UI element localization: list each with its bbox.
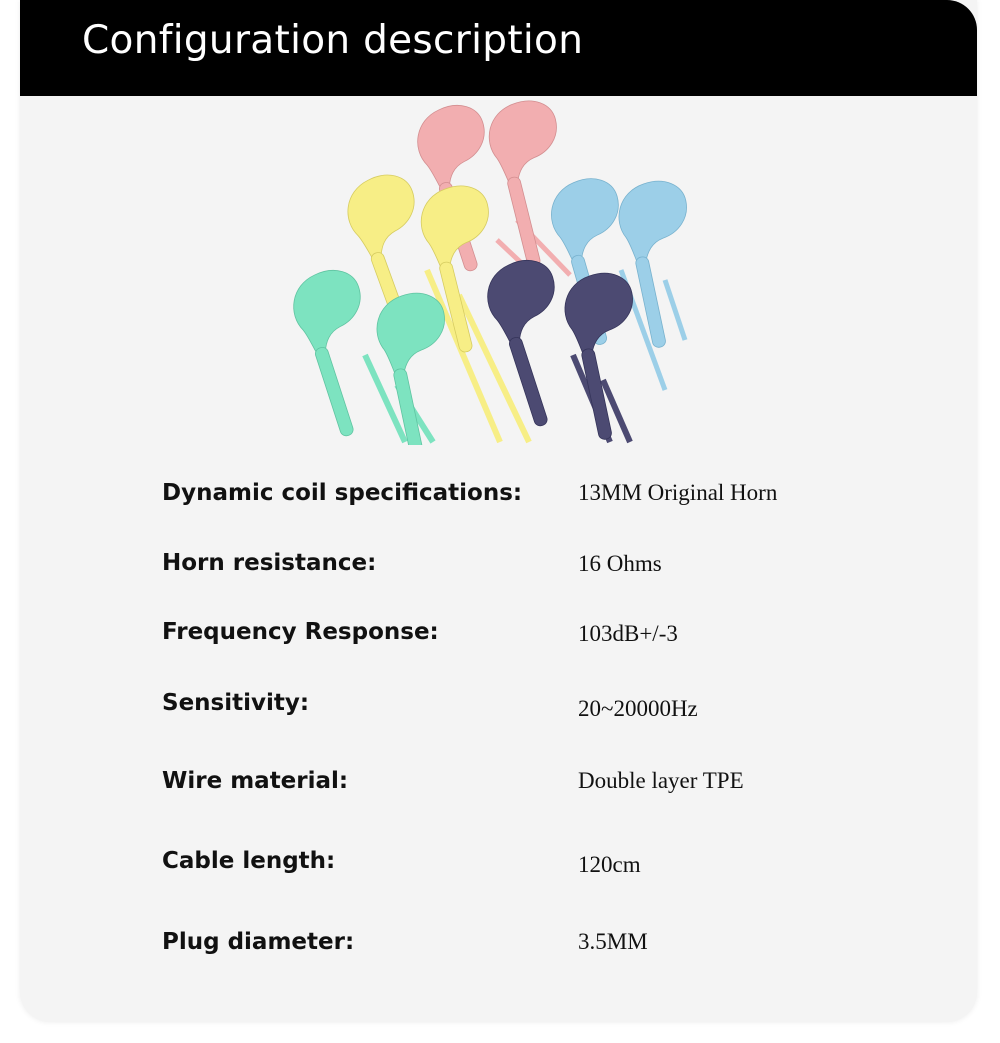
- mint-earphones: [285, 263, 472, 445]
- spec-label-wire-material: Wire material:: [162, 768, 349, 794]
- spec-value-dynamic-coil: 13MM Original Horn: [578, 480, 778, 505]
- page-title: Configuration description: [82, 18, 584, 63]
- spec-value-horn-resistance: 16 Ohms: [578, 551, 662, 576]
- navy-earphones: [479, 253, 661, 442]
- spec-value-sensitivity: 20~20000Hz: [578, 696, 698, 721]
- header-bar: [20, 0, 977, 96]
- spec-label-frequency-response: Frequency Response:: [162, 619, 439, 645]
- earphones-product-image: [285, 100, 690, 445]
- spec-label-plug-diameter: Plug diameter:: [162, 929, 355, 955]
- spec-value-plug-diameter: 3.5MM: [578, 929, 648, 954]
- spec-value-wire-material: Double layer TPE: [578, 768, 744, 793]
- spec-label-horn-resistance: Horn resistance:: [162, 550, 377, 576]
- spec-label-dynamic-coil: Dynamic coil specifications:: [162, 480, 523, 506]
- spec-label-cable-length: Cable length:: [162, 848, 336, 874]
- spec-value-cable-length: 120cm: [578, 852, 641, 877]
- spec-value-frequency-response: 103dB+/-3: [578, 621, 678, 646]
- spec-label-sensitivity: Sensitivity:: [162, 690, 310, 716]
